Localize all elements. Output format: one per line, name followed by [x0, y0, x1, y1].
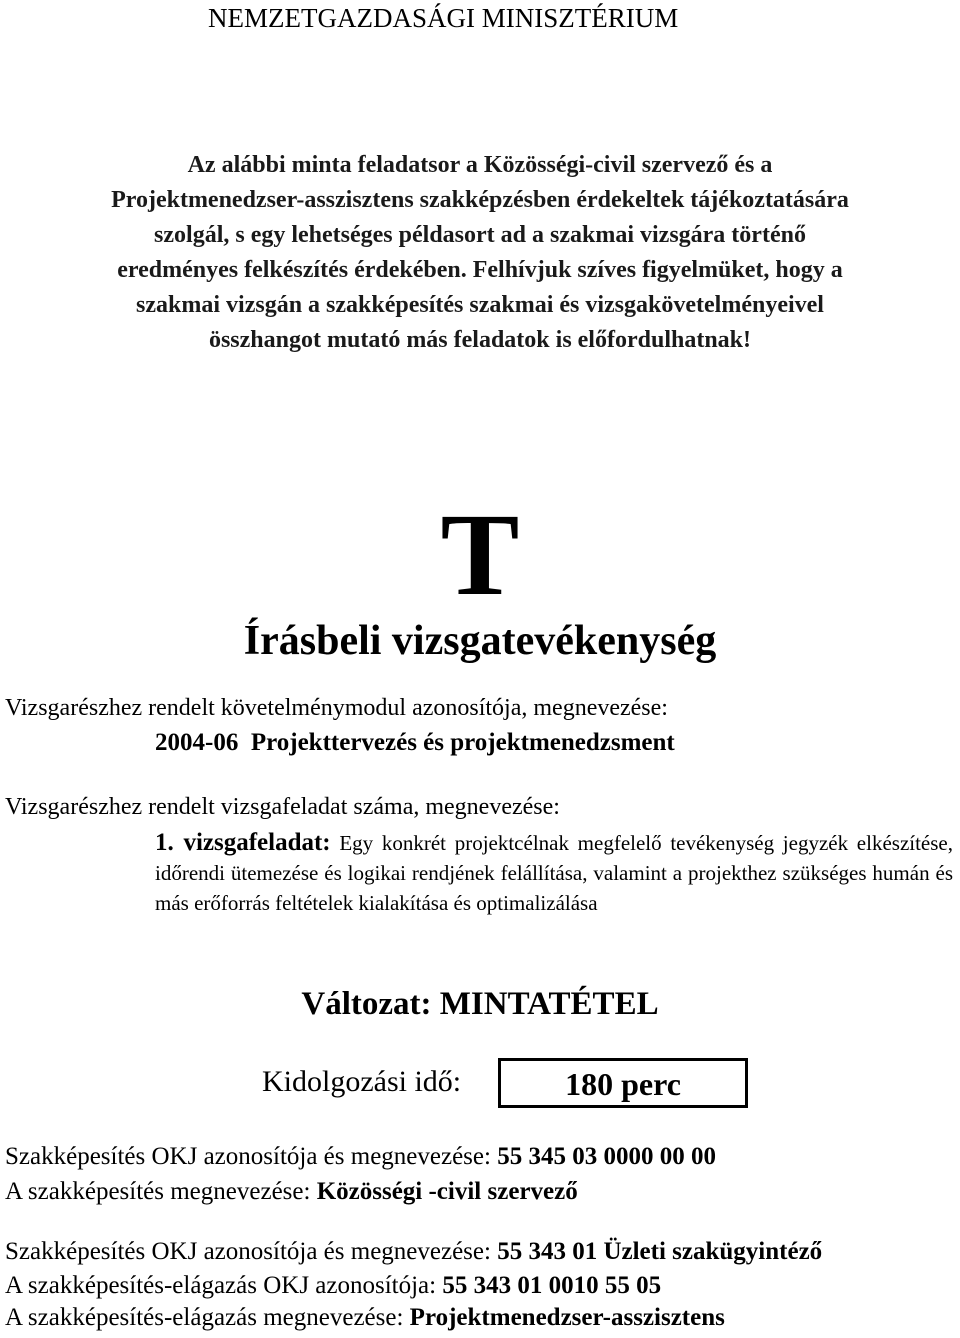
intro-line: szolgál, s egy lehetséges példasort ad a szakmai vizsgára történő — [154, 222, 806, 248]
time-label: Kidolgozási idő: — [262, 1065, 462, 1098]
time-value-box: 180 perc — [498, 1058, 748, 1108]
qualification-label: Szakképesítés OKJ azonosítója és megnevezése: — [5, 1238, 498, 1265]
qualification-value: Projektmenedzser-asszisztens — [409, 1304, 725, 1331]
qualification-value: 55 343 01 Üzleti szakügyintéző — [497, 1238, 823, 1265]
exam-letter: T — [440, 489, 520, 620]
intro-line: Projektmenedzser-asszisztens szakképzésben érdekeltek tájékoztatására — [111, 187, 849, 213]
qualification-label: A szakképesítés-elágazás megnevezése: — [5, 1304, 410, 1331]
qualification-label: A szakképesítés megnevezése: — [5, 1178, 317, 1205]
intro-paragraph — [0, 148, 960, 358]
qualification-line — [5, 1176, 578, 1208]
requirement-label: Vizsgarészhez rendelt követelménymodul azonosítója, megnevezése: — [5, 695, 668, 721]
task-lead: 1. vizsgafeladat: — [155, 829, 331, 856]
qualification-line — [5, 1270, 661, 1302]
qualification-line — [5, 1141, 716, 1173]
qualification-line — [5, 1302, 725, 1334]
qualification-value: 55 343 01 0010 55 05 — [442, 1272, 662, 1299]
ministry-title: NEMZETGAZDASÁGI MINISZTÉRIUM — [208, 3, 679, 33]
exam-title: Írásbeli vizsgatevékenység — [243, 618, 717, 664]
qualification-label: Szakképesítés OKJ azonosítója és megnevezése: — [5, 1143, 498, 1170]
requirement-value: 2004-06 Projekttervezés és projektmenedzsment — [155, 729, 675, 756]
qualification-value: 55 345 03 0000 00 00 — [497, 1143, 716, 1170]
intro-line: eredményes felkészítés érdekében. Felhívjuk szíves figyelmüket, hogy a — [117, 257, 843, 283]
qualification-value: Közösségi -civil szervező — [316, 1178, 578, 1205]
intro-line: Az alábbi minta feladatsor a Közösségi-civil szervező és a — [187, 152, 773, 178]
qualification-line — [5, 1236, 822, 1268]
qualification-label: A szakképesítés-elágazás OKJ azonosítója: — [5, 1272, 443, 1299]
task-description — [155, 828, 953, 918]
task-text: Egy konkrét projektcélnak megfelelő tevékenység jegyzék elkészítése, időrendi ütemezése és logikai rendjének felállítása, valamint a projekthez szükséges humán és más erőforrás feltételek kialakítása és optimalizálása — [155, 831, 953, 915]
intro-line: szakmai vizsgán a szakképesítés szakmai és vizsgakövetelményeivel — [136, 292, 824, 318]
task-label: Vizsgarészhez rendelt vizsgafeladat száma, megnevezése: — [5, 794, 560, 820]
intro-line: összhangot mutató más feladatok is előfordulhatnak! — [208, 327, 752, 353]
variant-title: Változat: MINTATÉTEL — [301, 986, 659, 1022]
